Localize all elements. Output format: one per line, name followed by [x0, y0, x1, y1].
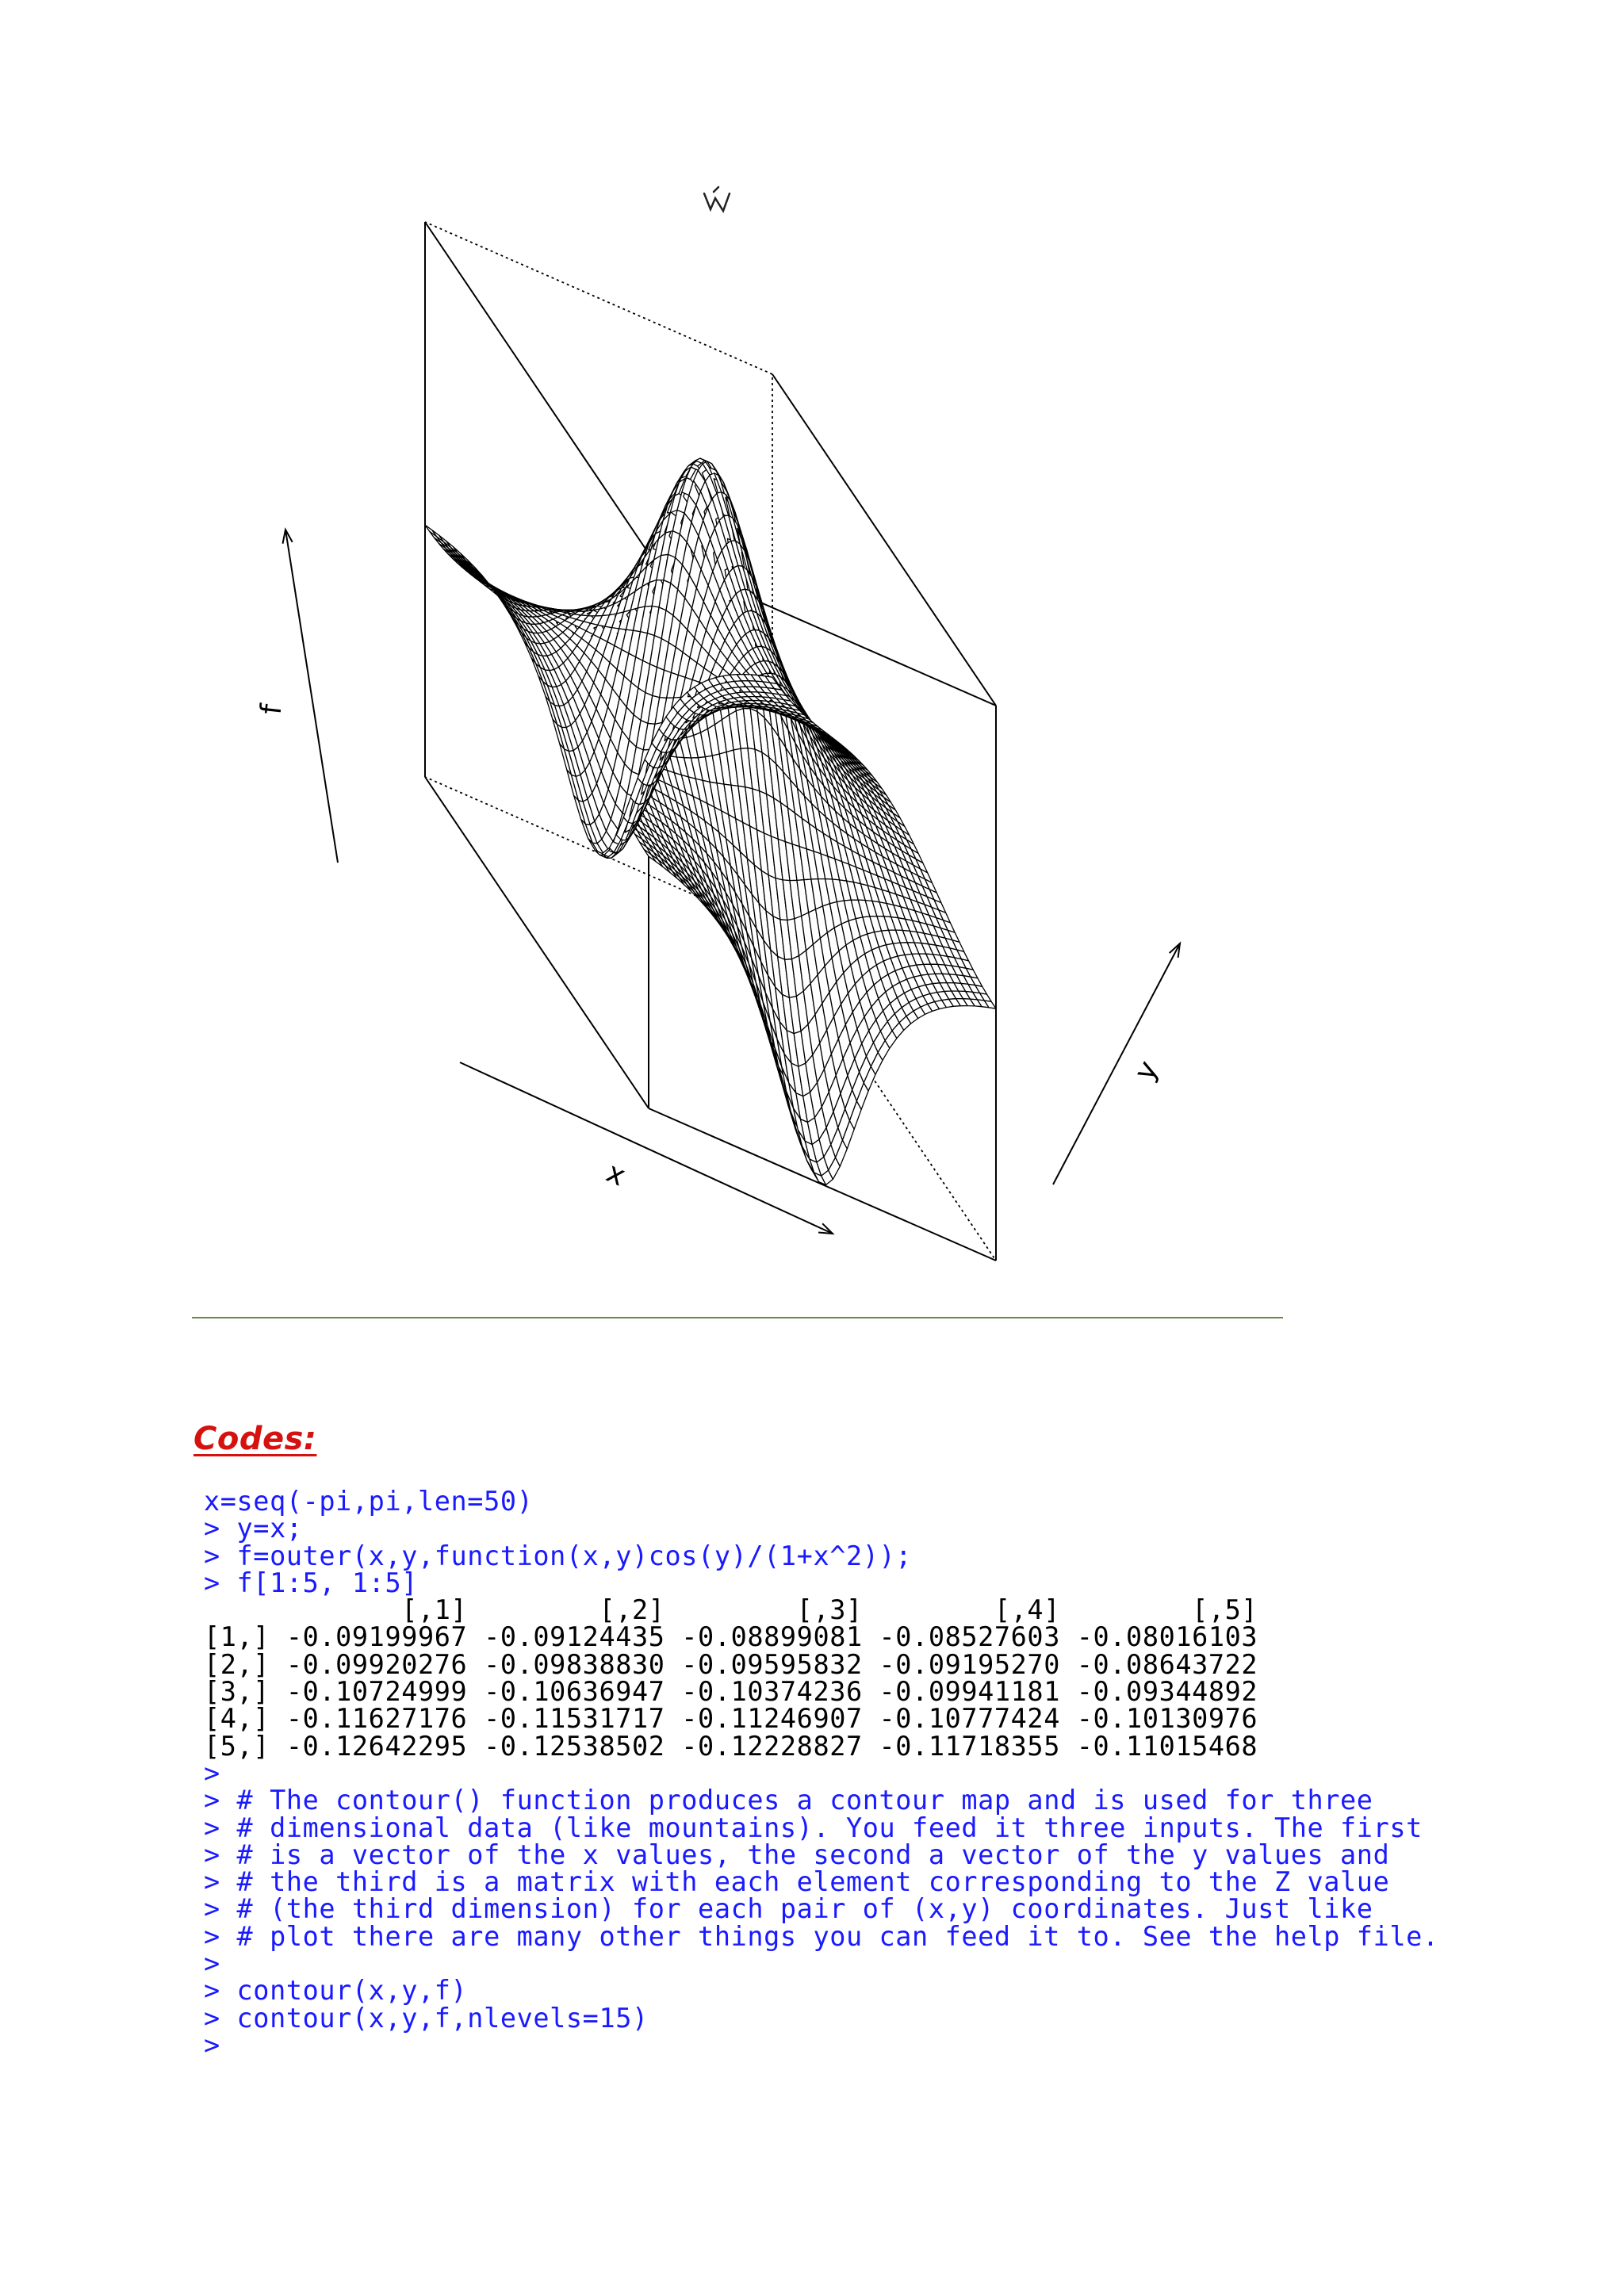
y-axis-label: y	[1128, 1055, 1165, 1086]
x-axis-arrow	[460, 1062, 833, 1234]
surface-mesh	[425, 458, 996, 1184]
y-axis-arrow-head	[1170, 943, 1180, 958]
r-console-transcript	[204, 1488, 1599, 2059]
console-input-line: > # plot there are many other things you can feed it to. See the help file.	[204, 1920, 1439, 1952]
z-axis-arrow	[285, 530, 338, 863]
console-output-line: [4,] -0.11627176 -0.11531717 -0.11246907 -0.10777424 -0.10130976	[204, 1703, 1258, 1735]
console-output-line: [5,] -0.12642295 -0.12538502 -0.12228827 -0.11718355 -0.11015468	[204, 1730, 1258, 1762]
mouse-cursor-icon	[704, 187, 730, 211]
console-input-line: >	[204, 1948, 220, 1980]
f-axis-label: f	[255, 702, 289, 717]
console-input-line: x=seq(-pi,pi,len=50)	[204, 1486, 534, 1517]
y-axis-arrow	[1053, 943, 1180, 1184]
console-input-line: > f=outer(x,y,function(x,y)cos(y)/(1+x^2));	[204, 1540, 913, 1571]
codes-heading: Codes:	[193, 1421, 317, 1457]
console-input-line: > contour(x,y,f,nlevels=15)	[204, 2002, 649, 2034]
section-divider	[192, 1317, 1283, 1318]
console-input-line: > y=x;	[204, 1513, 303, 1544]
console-input-line: >	[204, 1757, 220, 1789]
console-input-line: >	[204, 2029, 220, 2061]
console-input-line: > # the third is a matrix with each element corresponding to the Z value	[204, 1866, 1390, 1898]
console-input-line: > contour(x,y,f)	[204, 1975, 468, 2007]
console-output-line: [1,] -0.09199967 -0.09124435 -0.08899081 -0.08527603 -0.08016103	[204, 1621, 1258, 1653]
x-axis-label: x	[601, 1156, 630, 1193]
console-input-line: > # is a vector of the x values, the second a vector of the y values and	[204, 1839, 1390, 1870]
console-input-line: > # The contour() function produces a contour map and is used for three	[204, 1785, 1373, 1816]
console-output-line: [3,] -0.10724999 -0.10636947 -0.10374236 -0.09941181 -0.09344892	[204, 1676, 1258, 1708]
console-input-line: > # (the third dimension) for each pair of (x,y) coordinates. Just like	[204, 1893, 1373, 1925]
console-output-line: [2,] -0.09920276 -0.09838830 -0.09595832 -0.09195270 -0.08643722	[204, 1648, 1258, 1680]
console-input-line: > f[1:5, 1:5]	[204, 1567, 418, 1598]
console-input-line: > # dimensional data (like mountains). You feed it three inputs. The first	[204, 1812, 1423, 1843]
console-output-line: [,1] [,2] [,3] [,4] [,5]	[204, 1594, 1258, 1626]
